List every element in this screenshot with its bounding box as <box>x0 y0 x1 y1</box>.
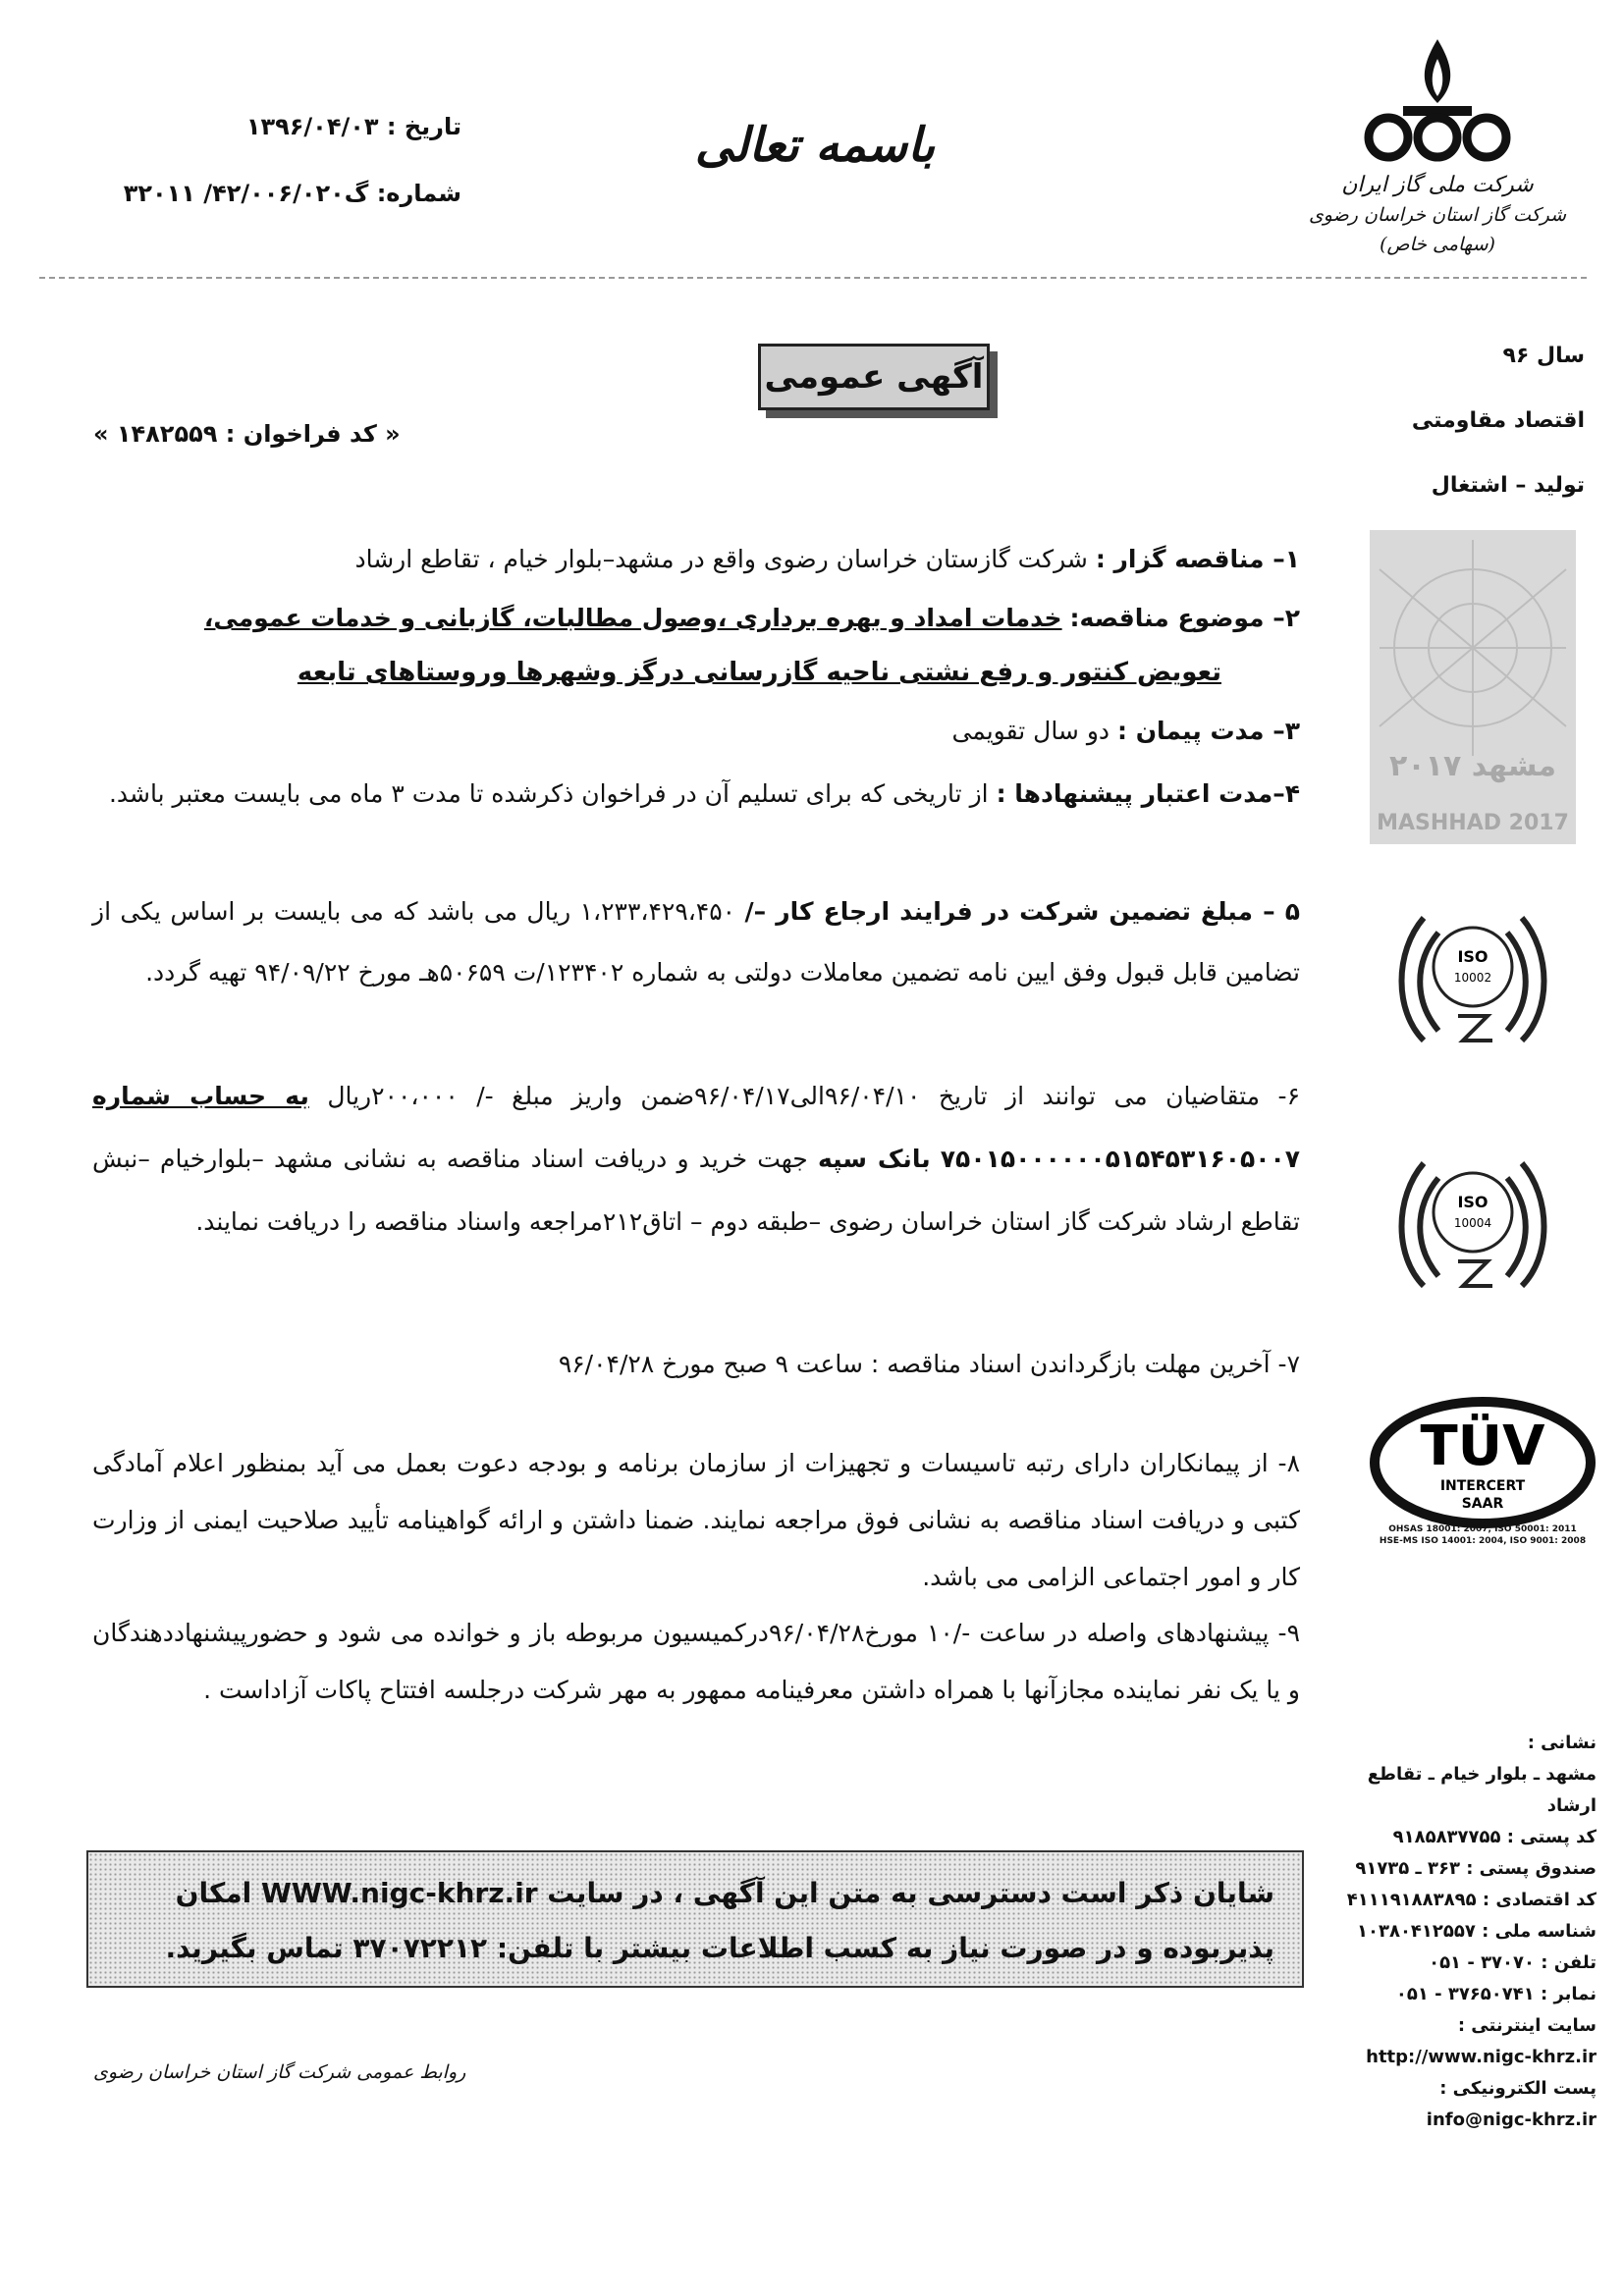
address-email-link[interactable]: info@nigc-khrz.ir <box>1426 2109 1597 2130</box>
address-email-label: پست الکترونیکی : <box>1439 2078 1597 2099</box>
notice-box-line1: شایان ذکر است دسترسی به متن این آگهی ، در سایت WWW.nigc-khrz.ir امکان <box>175 1877 1274 1909</box>
item-6-account-number: ۷۵۰۱۵۰۰۰۰۰۰۵۱۵۴۵۳۱۶۰۵۰۰۷ <box>940 1145 1301 1173</box>
item-opening-session: ۹- پیشنهادهای واصله در ساعت -/۱۰ مورخ۹۶/۰۴/۲۸درکمیسیون مربوطه باز و خوانده می شود و حضورپیشنهاددهندگان و یا یک نفر نماینده مجازآنها با همراه داشتن معرفینامه ممهور به مهر شرکت درجلسه افتتاح پاکات آزاداست . <box>92 1619 1301 1704</box>
item-offer-validity <box>92 766 1300 823</box>
sidebar-slogans <box>1359 324 1585 518</box>
basmala-heading: باسمه تعالی <box>694 118 936 173</box>
slogan-economy: اقتصاد مقاومتی <box>1411 408 1585 433</box>
address-website-link[interactable]: http://www.nigc-khrz.ir <box>1366 2047 1597 2067</box>
nigc-flame-logo-icon <box>1354 29 1521 167</box>
company-name-line2: شرکت گاز استان خراسان رضوی (سهامی خاص) <box>1308 204 1567 255</box>
public-relations-signature: روابط عمومی شرکت گاز استان خراسان رضوی <box>93 2061 466 2083</box>
address-website-label: سایت اینترنتی : <box>1457 2015 1597 2036</box>
company-name-line1: شرکت ملی گاز ایران <box>1341 173 1534 197</box>
iso-10004-badge-icon <box>1384 1139 1561 1306</box>
address-po-box: صندوق پستی : ۳۶۳ ـ ۹۱۷۳۵ <box>1355 1858 1597 1879</box>
tuv-intercert: INTERCERT <box>1439 1478 1526 1494</box>
slogan-production: تولید – اشتغال <box>1431 473 1585 498</box>
iso1-number: 10002 <box>1453 971 1492 985</box>
address-street: مشهد ـ بلوار خیام ـ تقاطع ارشاد <box>1367 1764 1597 1816</box>
company-logo-block <box>1290 29 1585 255</box>
tuv-saar: SAAR <box>1461 1496 1504 1512</box>
item-4-text: از تاریخی که برای تسلیم آن در فراخوان ذکرشده تا مدت ۳ ماه می بایست معتبر باشد. <box>108 779 989 808</box>
tuv-intercert-logo-icon <box>1365 1394 1600 1531</box>
item-2-label: ۲– موضوع مناقصه: <box>1069 604 1300 632</box>
tuv-title: TÜV <box>1420 1415 1545 1478</box>
address-economic-code: کد اقتصادی : ۴۱۱۱۹۱۸۸۳۸۹۵ <box>1346 1890 1597 1910</box>
item-6-bank-name: بانک سپه <box>817 1145 931 1173</box>
item-5-text: ۱،۲۳۳،۴۲۹،۴۵۰ ریال می باشد که می بایست بر اساس یکی از تضامین قابل قبول وفق ایین نامه تضمین معاملات دولتی به شماره ۱۲۳۴۰۲/ت ۵۰۶۵۹هـ مورخ ۹۴/۰۹/۲۲ تهیه گردد. <box>92 897 1300 987</box>
call-code: « کد فراخوان : ۱۴۸۲۵۵۹ » <box>93 420 401 448</box>
item-1-text: شرکت گازستان خراسان رضوی واقع در مشهد–بلوار خیام ، تقاطع ارشاد <box>354 545 1088 573</box>
address-heading: نشانی : <box>1527 1733 1597 1753</box>
item-document-purchase <box>92 1065 1300 1254</box>
mashhad-2017-emblem <box>1370 530 1576 844</box>
letter-date: تاریخ : ۱۳۹۶/۰۴/۰۳ <box>245 113 461 140</box>
header-divider <box>39 277 1587 279</box>
item-tender-holder <box>92 530 1300 589</box>
item-2-text-continued: تعویض کنتور و رفع نشتی ناحیه گازرسانی درگز وشهرها وروستاهای تابعه <box>297 658 1221 687</box>
item-6-text-a: ۶- متقاضیان می توانند از تاریخ ۹۶/۰۴/۱۰الی۹۶/۰۴/۱۷ضمن واریز مبلغ -/ ۲۰۰،۰۰۰ریال <box>327 1082 1300 1110</box>
item-5-label: ۵ – مبلغ تضمین شرکت در فرایند ارجاع کار –/ <box>744 897 1300 926</box>
company-address-block <box>1341 1728 1597 2136</box>
tuv-certifications <box>1360 1523 1605 1547</box>
iso-10002-badge-icon <box>1384 893 1561 1060</box>
item-6-text-b: جهت خرید و دریافت اسناد مناقصه به نشانی مشهد –بلوارخیام –نبش تقاطع ارشاد شرکت گاز استان خراسان رضوی –طبقه دوم – اتاق۲۱۲مراجعه واسناد مناقصه را دریافت نمایند. <box>92 1145 1300 1236</box>
item-guarantee-amount <box>92 881 1300 1003</box>
iso2-label: ISO <box>1457 1193 1489 1211</box>
item-1-label: ۱– مناقصه گزار : <box>1095 545 1300 573</box>
iso1-label: ISO <box>1457 947 1489 966</box>
item-submission-deadline: ۷- آخرین مهلت بازگرداندن اسناد مناقصه : ساعت ۹ صبح مورخ ۹۶/۰۴/۲۸ <box>558 1350 1300 1378</box>
iso2-number: 10004 <box>1453 1216 1492 1230</box>
address-fax: نمابر : ۳۷۶۵۰۷۴۱ - ۰۵۱ <box>1395 1984 1597 2004</box>
notice-box-line2: پذیربوده و در صورت نیاز به کسب اطلاعات بیشتر با تلفن: ۳۷۰۷۲۲۱۲ تماس بگیرید. <box>165 1932 1274 1964</box>
slogan-year: سال ۹۶ <box>1502 344 1585 368</box>
item-contractor-invitation: ۸- از پیمانکاران دارای رتبه تاسیسات و تجهیزات از سازمان برنامه و بودجه دعوت بعمل می آید بمنظور اعلام آمادگی کتبی و دریافت اسناد مناقصه به نشانی فوق مراجعه نمایند. ضمنا داشتن و ارائه گواهینامه تأیید صلاحیت ایمنی از وزارت کار و امور اجتماعی الزامی می باشد. <box>92 1449 1300 1591</box>
item-2-text: خدمات امداد و بهره برداری ،وصول مطالبات، گازبانی و خدمات عمومی، <box>203 604 1062 632</box>
tuv-caption-line1: OHSAS 18001: 2007, ISO 50001: 2011 <box>1388 1524 1577 1534</box>
item-tender-subject <box>92 589 1300 648</box>
item-3-text: دو سال تقویمی <box>951 717 1110 745</box>
item-contract-duration <box>92 702 1300 761</box>
tuv-caption-line2: HSE-MS ISO 14001: 2004, ISO 9001: 2008 <box>1379 1536 1587 1546</box>
address-national-id: شناسه ملی : ۱۰۳۸۰۴۱۲۵۵۷ <box>1357 1921 1597 1942</box>
mashhad-text: مشهد ۲۰۱۷ <box>1389 749 1556 783</box>
address-postal-code: کد پستی : ۹۱۸۵۸۳۷۷۵۵ <box>1392 1827 1597 1847</box>
item-3-label: ۳– مدت پیمان : <box>1117 717 1300 745</box>
address-phone: تلفن : ۳۷۰۷۰ - ۰۵۱ <box>1429 1952 1597 1973</box>
letter-number: شماره: گ۴۲/۰۰۶/۰۲۰/ ۳۲۰۱۱ <box>123 180 461 207</box>
item-6-account-label: به حساب شماره <box>92 1082 309 1110</box>
item-4-label: ۴–مدت اعتبار پیشنهادها : <box>996 779 1300 808</box>
notice-title: آگهی عمومی <box>758 344 990 410</box>
website-contact-notice-box <box>86 1850 1304 1988</box>
mashhad-latin-text: MASHHAD 2017 <box>1377 811 1569 835</box>
